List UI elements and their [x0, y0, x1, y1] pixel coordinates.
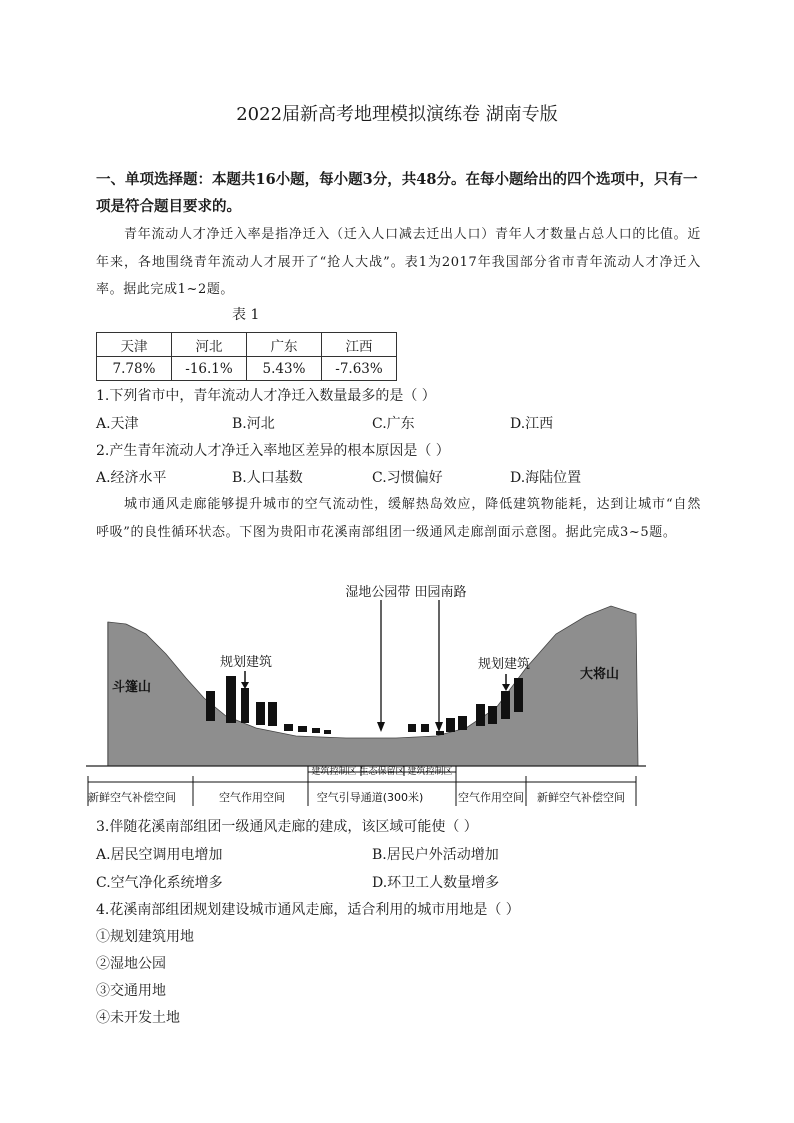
planned-building-label-right: 规划建筑: [477, 657, 531, 672]
q4-item-1: ①规划建筑用地: [96, 929, 194, 945]
table-cell: 5.43%: [247, 357, 322, 381]
building: [324, 730, 331, 734]
building: [408, 724, 416, 732]
q1-option-c[interactable]: C.广东: [372, 416, 415, 432]
zone-label: 新鲜空气补偿空间: [88, 791, 176, 804]
q4-item-4: ④未开发土地: [96, 1010, 180, 1026]
building: [256, 702, 265, 725]
zone-label: 空气引导通道(300米): [316, 791, 424, 804]
table-caption: 表 1: [232, 307, 260, 323]
q3-option-c[interactable]: C.空气净化系统增多: [96, 875, 223, 891]
q1-option-b[interactable]: B.河北: [232, 416, 275, 432]
question-4-stem: 4.花溪南部组团规划建设城市通风走廊，适合利用的城市用地是（ ）: [96, 902, 520, 918]
q2-option-b[interactable]: B.人口基数: [232, 470, 303, 486]
building: [298, 726, 307, 732]
right-mountain-label: 大将山: [580, 667, 620, 682]
question-2-stem: 2.产生青年流动人才净迁入率地区差异的根本原因是（ ）: [96, 443, 450, 459]
building: [206, 691, 215, 721]
sub-zone-label: 生态保留区: [359, 767, 405, 777]
q4-item-3: ③交通用地: [96, 983, 166, 999]
building: [241, 688, 249, 723]
zone-label: 空气作用空间: [458, 791, 524, 804]
passage-1: 青年流动人才净迁入率是指净迁入（迁入人口减去迁出人口）青年人才数量占总人口的比值。近年来，各地围绕青年流动人才展开了“抢人大战”。表1为2017年我国部分省市青年流动人才净迁入率。据此完成1~2题。: [96, 227, 701, 297]
building: [421, 724, 429, 732]
building: [458, 716, 467, 730]
terrain-profile: [108, 606, 638, 766]
table-header-row: [97, 333, 397, 357]
building: [226, 676, 236, 723]
zone-label: 新鲜空气补偿空间: [537, 791, 625, 804]
table-header-cell: 河北: [172, 333, 247, 357]
zone-label: 空气作用空间: [219, 791, 285, 804]
q2-option-c[interactable]: C.习惯偏好: [372, 470, 443, 486]
corridor-section-diagram: [86, 576, 646, 808]
sub-zone-label: 建筑控制区: [311, 767, 357, 777]
top-label: 湿地公园带 田园南路: [345, 585, 467, 600]
building: [476, 704, 485, 726]
table-cell: 7.78%: [97, 357, 172, 381]
sub-zone-label: 建筑控制区: [407, 767, 453, 777]
left-mountain-label: 斗篷山: [112, 680, 152, 695]
table-cell: -16.1%: [172, 357, 247, 381]
table-cell: -7.63%: [322, 357, 397, 381]
q3-option-a[interactable]: A.居民空调用电增加: [96, 847, 223, 863]
q4-item-2: ②湿地公园: [96, 956, 166, 972]
table-header-cell: 江西: [322, 333, 397, 357]
building: [514, 678, 523, 712]
building: [312, 728, 320, 733]
building: [501, 691, 510, 719]
planned-building-label-left: 规划建筑: [219, 655, 273, 670]
q3-option-b[interactable]: B.居民户外活动增加: [372, 847, 499, 863]
table-header-cell: 广东: [247, 333, 322, 357]
table-row: [97, 357, 397, 381]
q3-option-d[interactable]: D.环卫工人数量增多: [372, 875, 500, 891]
q2-option-d[interactable]: D.海陆位置: [510, 470, 582, 486]
building: [446, 718, 455, 732]
migration-table: [96, 332, 397, 381]
table-header-cell: 天津: [97, 333, 172, 357]
building: [436, 731, 444, 735]
building: [284, 724, 293, 731]
section-header: 一、单项选择题：本题共16小题，每小题3分，共48分。在每小题给出的四个选项中，只有一项是符合题目要求的。: [96, 171, 698, 215]
question-1-stem: 1.下列省市中，青年流动人才净迁入数量最多的是（ ）: [96, 388, 436, 404]
building: [488, 706, 497, 724]
q1-option-a[interactable]: A.天津: [96, 416, 139, 432]
q1-option-d[interactable]: D.江西: [510, 416, 554, 432]
building: [268, 702, 277, 726]
page-title: 2022届新高考地理模拟演练卷 湖南专版: [236, 104, 558, 125]
passage-2: 城市通风走廊能够提升城市的空气流动性，缓解热岛效应，降低建筑物能耗，达到让城市“自然呼吸”的良性循环状态。下图为贵阳市花溪南部组团一级通风走廊剖面示意图。据此完成3~5题。: [96, 497, 701, 540]
q2-option-a[interactable]: A.经济水平: [96, 470, 167, 486]
question-3-stem: 3.伴随花溪南部组团一级通风走廊的建成，该区域可能使（ ）: [96, 819, 478, 835]
